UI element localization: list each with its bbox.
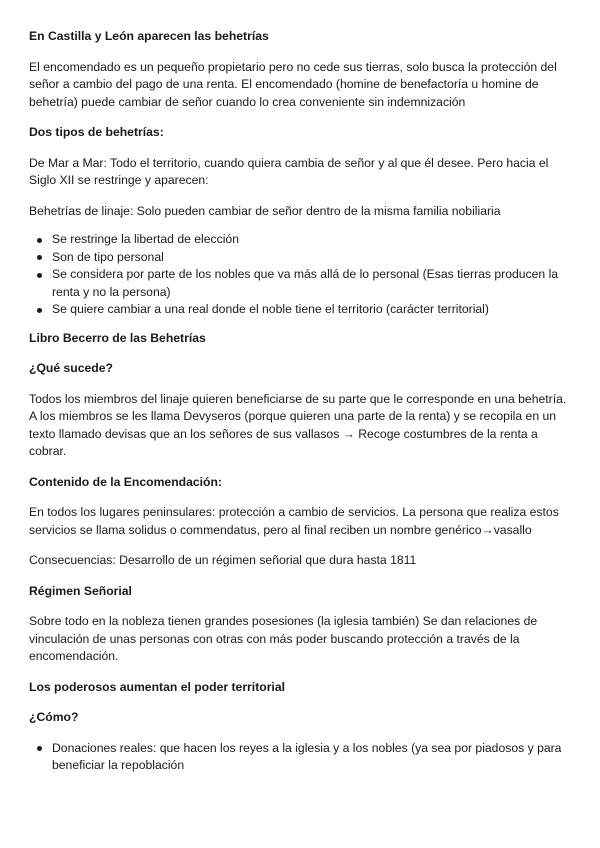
paragraph-linaje-miembros: Todos los miembros del linaje quieren beneficiarse de su parte que le corresponde en una behetría. A los miembros se les llama Devyseros (porque quieren una parte de la renta) y se recopila en un texto llamado devisas que an los señores de sus vallasos → Recoge costumbres de la renta a cobrar. — [29, 391, 567, 458]
paragraph-mar-a-mar: De Mar a Mar: Todo el territorio, cuando quiera cambia de señor y al que él desee. Pero hacia el Siglo XII se restringe y aparecen: — [29, 155, 549, 187]
heading-libro-becerro: Libro Becerro de las Behetrías — [29, 330, 206, 345]
list-item: Donaciones reales: que hacen los reyes a la iglesia y a los nobles (ya sea por piadosos y para beneficiar la repoblación — [29, 740, 574, 775]
paragraph-linaje: Behetrías de linaje: Solo pueden cambiar de señor dentro de la misma familia nobiliaria — [29, 203, 501, 218]
heading-que-sucede: ¿Qué sucede? — [29, 361, 113, 375]
list-item: Son de tipo personal — [29, 249, 574, 267]
paragraph-servicios: En todos los lugares peninsulares: protección a cambio de servicios. La persona que realiza estos servicios se llama solidus o commendatus, pero al final reciben un nombre genérico→vasallo — [29, 505, 559, 537]
heading-dos-tipos: Dos tipos de behetrías: — [29, 125, 164, 139]
paragraph-encomendado: El encomendado es un pequeño propietario pero no cede sus tierras, solo busca la protección del señor a cambio del pago de una renta. El encomendado (homine de benefactoría u homine de behetría) puede cambiar de señor cuando lo crea conveniente sin indemnización — [29, 59, 557, 109]
heading-contenido-encomendacion: Contenido de la Encomendación: — [29, 474, 222, 489]
paragraph-consecuencias: Consecuencias: Desarrollo de un régimen señorial que dura hasta 1811 — [29, 553, 417, 567]
list-item: Se considera por parte de los nobles que va más allá de lo personal (Esas tierras producen la renta y no la persona) — [29, 266, 574, 301]
paragraph-nobleza: Sobre todo en la nobleza tienen grandes posesiones (la iglesia también) Se dan relaciones de vinculación de unas personas con otras con más poder buscando protección a través de la encomendación. — [29, 614, 538, 663]
bullet-list-linaje — [29, 231, 574, 319]
heading-regimen-senorial: Régimen Señorial — [29, 583, 132, 598]
bullet-list-donaciones — [29, 740, 574, 775]
document-page — [29, 28, 574, 775]
heading-poderosos: Los poderosos aumentan el poder territorial — [29, 679, 285, 694]
heading-behetrias: En Castilla y León aparecen las behetrías — [29, 29, 269, 43]
list-item: Se restringe la libertad de elección — [29, 231, 574, 249]
list-item: Se quiere cambiar a una real donde el noble tiene el territorio (carácter territorial) — [29, 301, 574, 319]
heading-como: ¿Cómo? — [29, 710, 79, 724]
